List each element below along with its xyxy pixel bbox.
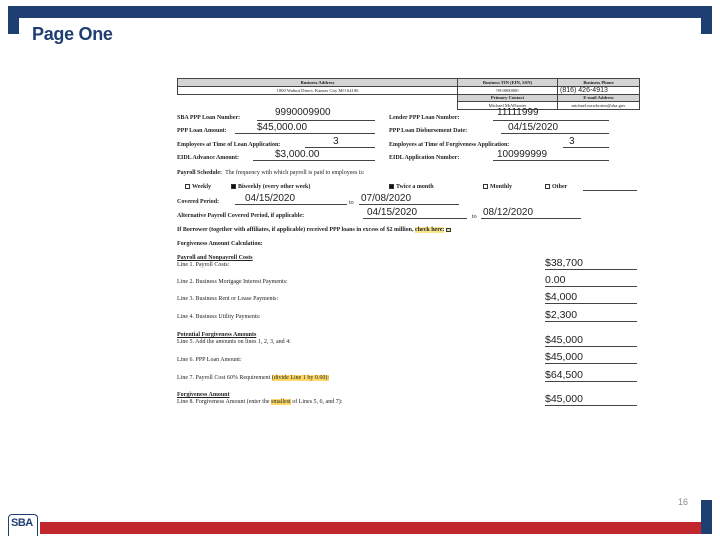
loan-amount-label: PPP Loan Amount: [177, 128, 227, 134]
calc-heading: Forgiveness Amount Calculation: [177, 241, 263, 247]
eidl-advance-value: $3,000.00 [275, 149, 320, 160]
checkbox-biweekly [231, 184, 236, 189]
payroll-schedule-text: The frequency with which payroll is paid to employees is: [225, 170, 365, 176]
covered-period-start: 04/15/2020 [245, 193, 296, 204]
top-right-frame-bar [701, 6, 712, 34]
business-phone: (816) 426-4913 [558, 86, 640, 94]
employees-app-label: Employees at Time of Loan Application: [177, 142, 281, 148]
eidl-app-label: EIDL Application Number: [389, 155, 460, 161]
employees-app-value: 3 [333, 136, 339, 147]
line4-label: Line 4. Business Utility Payments: [177, 314, 261, 320]
business-tin: 99-0000000 [458, 86, 558, 94]
page-title: Page One [32, 24, 113, 44]
line8-label: Line 8. Forgiveness Amount (enter the smallest of Lines 5, 6, and 7): [177, 399, 343, 405]
divide-highlight: (divide Line 1 by 0.60): [271, 375, 329, 381]
option-other: Other [545, 184, 567, 190]
table-header: E-mail Address [558, 94, 640, 102]
borrower-note: If Borrower (together with affiliates, if applicable) received PPP loans in excess of $2 million, check here: [177, 227, 451, 233]
line5-label: Line 5. Add the amounts on lines 1, 2, 3, and 4: [177, 339, 291, 345]
alt-period-end: 08/12/2020 [483, 207, 534, 218]
line1-label: Line 1. Payroll Costs: [177, 262, 230, 268]
sba-logo [8, 514, 38, 536]
line2-value: 0.00 [545, 274, 566, 286]
over-2m-checkbox [446, 228, 451, 232]
payroll-schedule-row [177, 170, 365, 176]
table-header: Business Phone [558, 79, 640, 87]
smallest-highlight: smallest [271, 399, 291, 405]
top-left-frame-bar [8, 6, 19, 34]
sba-logo-text: SBA [11, 517, 33, 529]
calc-section-payroll: Payroll and Nonpayroll Costs [177, 255, 253, 261]
forgiveness-form [175, 76, 643, 416]
line7-value: $64,500 [545, 369, 583, 381]
top-frame-bar [8, 6, 712, 18]
option-monthly: Monthly [483, 184, 512, 190]
option-weekly: Weekly [185, 184, 211, 190]
line3-label: Line 3. Business Rent or Lease Payments: [177, 296, 279, 302]
covered-period-label: Covered Period: [177, 199, 220, 205]
employees-forg-value: 3 [569, 136, 575, 147]
lender-loan-label: Lender PPP Loan Number: [389, 115, 460, 121]
option-biweekly: Biweekly (every other week) [231, 184, 310, 190]
disbursement-value: 04/15/2020 [508, 122, 559, 133]
line6-value: $45,000 [545, 351, 583, 363]
eidl-advance-label: EIDL Advance Amount: [177, 155, 240, 161]
alt-period-start: 04/15/2020 [367, 207, 418, 218]
option-twice-month: Twice a month [389, 184, 434, 190]
checkbox-weekly [185, 184, 190, 189]
footer-navy-bar [701, 500, 712, 534]
sba-loan-label: SBA PPP Loan Number: [177, 115, 241, 121]
eidl-app-value: 100999999 [497, 149, 548, 160]
table-header: Business Address [178, 79, 458, 87]
covered-period-end: 07/08/2020 [361, 193, 412, 204]
business-address: 1000 Walnut Direct, Kansas City MO 64106 [178, 86, 458, 94]
line6-label: Line 6. PPP Loan Amount: [177, 357, 242, 363]
email-address: michael.mcwhorter@sba.gov [558, 102, 640, 110]
lender-loan-value: 11111999 [497, 107, 539, 118]
line8-value: $45,000 [545, 393, 583, 405]
line2-label: Line 2. Business Mortgage Interest Payments: [177, 279, 288, 285]
line7-label: Line 7. Payroll Cost 60% Requirement (divide Line 1 by 0.60): [177, 375, 329, 381]
employees-forg-label: Employees at Time of Forgiveness Application: [389, 142, 510, 148]
line1-value: $38,700 [545, 257, 583, 269]
footer-red-bar [40, 522, 712, 534]
alt-period-label: Alternative Payroll Covered Period, if applicable: [177, 213, 305, 219]
calc-section-forgiveness: Forgiveness Amount [177, 392, 230, 398]
check-here-highlight: check here: [415, 227, 445, 233]
page-number: 16 [678, 497, 689, 507]
business-info-table [177, 78, 640, 110]
checkbox-other [545, 184, 550, 189]
table-header: Business TIN (EIN, SSN) [458, 79, 558, 87]
covered-period-to: to [349, 200, 354, 206]
table-header: Primary Contact [458, 94, 558, 102]
sba-loan-value: 9990009900 [275, 107, 331, 118]
checkbox-twice-month [389, 184, 394, 189]
line4-value: $2,300 [545, 309, 578, 321]
line3-value: $4,000 [545, 291, 578, 303]
payroll-schedule-label: Payroll Schedule: [177, 170, 223, 176]
primary-contact: Michael McWhorter [458, 102, 558, 110]
disbursement-label: PPP Loan Disbursement Date: [389, 128, 468, 134]
alt-period-to: to [472, 214, 477, 220]
loan-amount-value: $45,000.00 [257, 122, 308, 133]
line5-value: $45,000 [545, 334, 583, 346]
calc-section-potential: Potential Forgiveness Amounts [177, 332, 257, 338]
checkbox-monthly [483, 184, 488, 189]
